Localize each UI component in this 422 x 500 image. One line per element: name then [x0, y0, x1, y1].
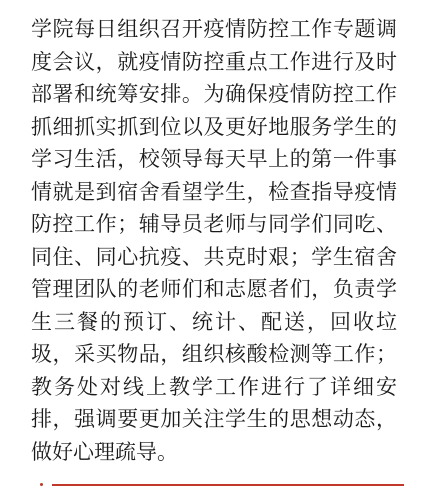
article-line-2: 度会议，就疫情防控重点工作进行及时 — [31, 49, 397, 74]
footer-divider-rule — [52, 484, 404, 486]
article-line-11: 圾，采买物品，组织核酸检测等工作； — [31, 342, 397, 366]
footer-bullet-dot — [40, 483, 43, 486]
article-line-9: 管理团队的老师们和志愿者们，负责学 — [31, 277, 397, 301]
article-line-13: 排，强调要更加关注学生的思想动态， — [31, 407, 397, 431]
article-line-14: 做好心理疏导。 — [31, 439, 178, 464]
article-line-7: 防控工作；辅导员老师与同学们同吃、 — [31, 212, 397, 236]
article-line-1: 学院每日组织召开疫情防控工作专题调 — [31, 17, 397, 41]
article-line-5: 学习生活，校领导每天早上的第一件事 — [31, 147, 397, 171]
article-line-12: 教务处对线上教学工作进行了详细安 — [31, 374, 397, 399]
article-line-8: 同住、同心抗疫、共克时艰；学生宿舍 — [31, 244, 397, 269]
article-body — [31, 13, 397, 468]
article-line-6: 情就是到宿舍看望学生，检查指导疫情 — [31, 179, 397, 204]
article-line-3: 部署和统筹安排。为确保疫情防控工作 — [31, 82, 397, 106]
article-line-10: 生三餐的预订、统计、配送，回收垃 — [31, 309, 397, 334]
article-line-4: 抓细抓实抓到位以及更好地服务学生的 — [31, 114, 397, 139]
